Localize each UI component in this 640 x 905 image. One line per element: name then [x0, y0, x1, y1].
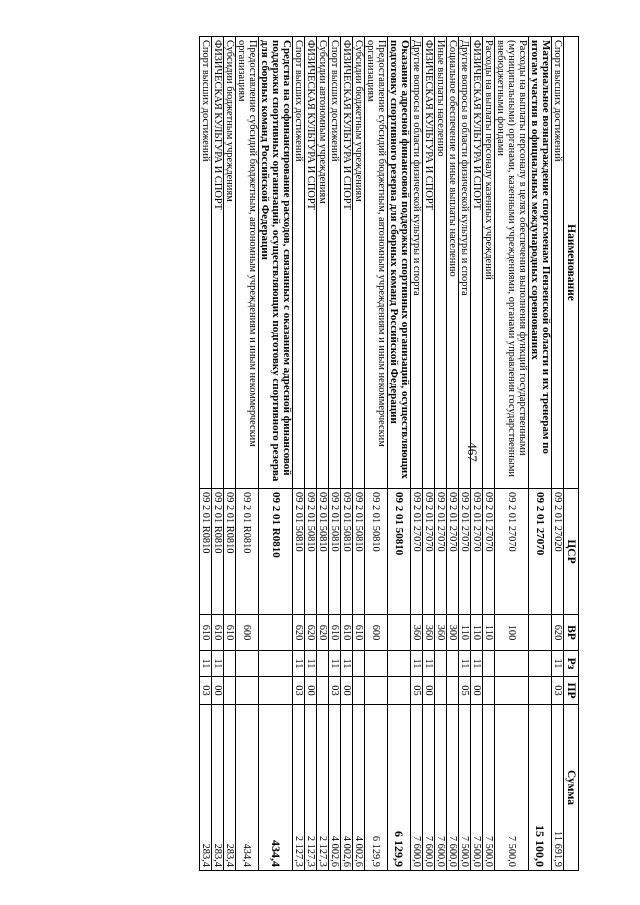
row-rz-cell: 11: [305, 650, 317, 676]
row-rz-cell: 11: [552, 650, 564, 676]
row-sum-cell: 7 500,0: [483, 704, 495, 870]
row-vr-cell: 610: [329, 614, 341, 650]
row-pr-cell: [353, 676, 365, 704]
row-csr-cell: 09 2 01 27070: [483, 488, 495, 614]
row-name-cell: Спорт высших достижений: [200, 36, 212, 488]
row-csr-cell: 09 2 01 50810: [329, 488, 341, 614]
row-name-cell: Средства на софинансирование расходов, связанных с оказанием адресной финансовой поддержки спортивных организаций, осуществляющих подготовку спортивного резерва для сборных команд Российской Федерации: [259, 36, 293, 488]
table-row: [236, 36, 259, 870]
row-name-cell: Расходы на выплаты персоналу казенных учреждений: [483, 36, 495, 488]
row-sum-cell: 2 127,3: [317, 704, 329, 870]
row-sum-cell: 11 691,9: [552, 704, 564, 870]
row-vr-cell: 300: [447, 614, 459, 650]
row-name-cell: Другие вопросы в области физической культуры и спорта: [411, 36, 423, 488]
row-sum-cell: 4 002,6: [353, 704, 365, 870]
row-name-cell: ФИЗИЧЕСКАЯ КУЛЬТУРА И СПОРТ: [212, 36, 224, 488]
row-csr-cell: 09 2 01 27070: [471, 488, 483, 614]
table-row: [447, 36, 459, 870]
header-name: Наименование: [564, 36, 579, 488]
table-row: [435, 36, 447, 870]
table-row: [365, 36, 388, 870]
row-vr-cell: [388, 614, 411, 650]
row-vr-cell: 600: [365, 614, 388, 650]
row-csr-cell: 09 2 01 27070: [495, 488, 529, 614]
row-csr-cell: 09 2 01 50810: [341, 488, 353, 614]
table-row: [317, 36, 329, 870]
row-vr-cell: 620: [317, 614, 329, 650]
row-name-cell: Оказание адресной финансовой поддержки спортивных организаций, осуществляющих подготовку спортивного резерва для сборных команд Российской Федерации: [388, 36, 411, 488]
row-name-cell: Субсидии бюджетным учреждениям: [353, 36, 365, 488]
row-vr-cell: [529, 614, 552, 650]
table-row: [259, 36, 293, 870]
row-pr-cell: [236, 676, 259, 704]
row-vr-cell: 610: [200, 614, 212, 650]
table-row: [471, 36, 483, 870]
row-name-cell: Социальное обеспечение и иные выплаты населению: [447, 36, 459, 488]
row-name-cell: Предоставление субсидий бюджетным, автономным учреждениям и иным некоммерческим организациям: [365, 36, 388, 488]
row-pr-cell: 03: [200, 676, 212, 704]
row-pr-cell: 03: [293, 676, 305, 704]
row-name-cell: Субсидии автономным учреждениям: [317, 36, 329, 488]
row-vr-cell: 610: [353, 614, 365, 650]
row-sum-cell: 7 600,0: [447, 704, 459, 870]
row-pr-cell: 03: [329, 676, 341, 704]
table-row: [495, 36, 529, 870]
row-csr-cell: 09 2 01 27020: [552, 488, 564, 614]
row-sum-cell: 283,4: [224, 704, 236, 870]
budget-table: [199, 36, 579, 871]
table-row: [483, 36, 495, 870]
row-name-cell: ФИЗИЧЕСКАЯ КУЛЬТУРА И СПОРТ: [423, 36, 435, 488]
table-row: [529, 36, 552, 870]
table-row: [423, 36, 435, 870]
row-rz-cell: [353, 650, 365, 676]
row-csr-cell: 09 2 01 27070: [423, 488, 435, 614]
row-rz-cell: 11: [459, 650, 471, 676]
row-sum-cell: 15 100,0: [529, 704, 552, 870]
rotated-page-content: [61, 36, 579, 870]
row-sum-cell: 4 002,6: [341, 704, 353, 870]
table-row: [388, 36, 411, 870]
row-csr-cell: 09 2 01 50810: [365, 488, 388, 614]
header-rz: Рз: [564, 650, 579, 676]
row-pr-cell: 05: [411, 676, 423, 704]
row-sum-cell: 6 129,9: [365, 704, 388, 870]
table-row: [329, 36, 341, 870]
row-name-cell: Иные выплаты населению: [435, 36, 447, 488]
row-pr-cell: [529, 676, 552, 704]
header-pr: ПР: [564, 676, 579, 704]
header-csr: ЦСР: [564, 488, 579, 614]
row-name-cell: Спорт высших достижений: [329, 36, 341, 488]
row-rz-cell: 11: [293, 650, 305, 676]
row-rz-cell: 11: [411, 650, 423, 676]
row-pr-cell: [224, 676, 236, 704]
row-sum-cell: 7 500,0: [471, 704, 483, 870]
row-rz-cell: [435, 650, 447, 676]
row-pr-cell: [495, 676, 529, 704]
table-row: [212, 36, 224, 870]
row-name-cell: ФИЗИЧЕСКАЯ КУЛЬТУРА И СПОРТ: [471, 36, 483, 488]
row-pr-cell: [435, 676, 447, 704]
row-rz-cell: 11: [471, 650, 483, 676]
row-vr-cell: [259, 614, 293, 650]
row-vr-cell: 110: [459, 614, 471, 650]
row-vr-cell: 110: [471, 614, 483, 650]
page-number: 467: [465, 442, 480, 462]
row-vr-cell: 110: [483, 614, 495, 650]
row-name-cell: ФИЗИЧЕСКАЯ КУЛЬТУРА И СПОРТ: [305, 36, 317, 488]
row-csr-cell: 09 2 01 27070: [447, 488, 459, 614]
row-vr-cell: 600: [236, 614, 259, 650]
row-sum-cell: 283,4: [200, 704, 212, 870]
row-csr-cell: 09 2 01 27070: [435, 488, 447, 614]
header-vr: ВР: [564, 614, 579, 650]
table-row: [353, 36, 365, 870]
row-sum-cell: 6 129,9: [388, 704, 411, 870]
row-pr-cell: [388, 676, 411, 704]
row-vr-cell: 360: [423, 614, 435, 650]
table-body: [200, 36, 564, 870]
table-row: [305, 36, 317, 870]
row-vr-cell: 620: [552, 614, 564, 650]
row-rz-cell: 11: [329, 650, 341, 676]
row-name-cell: Спорт высших достижений: [293, 36, 305, 488]
row-pr-cell: [259, 676, 293, 704]
row-pr-cell: 05: [459, 676, 471, 704]
row-csr-cell: 09 2 01 R0810: [259, 488, 293, 614]
row-csr-cell: 09 2 01 R0810: [236, 488, 259, 614]
row-name-cell: Другие вопросы в области физической культуры и спорта: [459, 36, 471, 488]
table-row: [200, 36, 212, 870]
row-rz-cell: [495, 650, 529, 676]
row-name-cell: Предоставление субсидий бюджетным, автономным учреждениям и иным некоммерческим организациям: [236, 36, 259, 488]
row-pr-cell: 00: [212, 676, 224, 704]
row-csr-cell: 09 2 01 50810: [305, 488, 317, 614]
row-rz-cell: [365, 650, 388, 676]
row-vr-cell: 360: [435, 614, 447, 650]
row-pr-cell: 00: [471, 676, 483, 704]
table-row: [459, 36, 471, 870]
row-csr-cell: 09 2 01 R0810: [200, 488, 212, 614]
row-rz-cell: [447, 650, 459, 676]
row-name-cell: Субсидии бюджетным учреждениям: [224, 36, 236, 488]
row-vr-cell: 620: [293, 614, 305, 650]
header-sum: Сумма: [564, 704, 579, 870]
row-pr-cell: 00: [305, 676, 317, 704]
row-rz-cell: [317, 650, 329, 676]
row-sum-cell: 434,4: [259, 704, 293, 870]
row-pr-cell: [317, 676, 329, 704]
row-vr-cell: 360: [411, 614, 423, 650]
row-name-cell: Спорт высших достижений: [552, 36, 564, 488]
row-sum-cell: 7 600,0: [435, 704, 447, 870]
row-name-cell: Расходы на выплаты персоналу в целях обеспечения выполнения функций государственными (муниципальными) органами, казенными учреждениями, органами управления государственными внебюджетными фондами: [495, 36, 529, 488]
table-row: [341, 36, 353, 870]
row-pr-cell: 03: [552, 676, 564, 704]
row-rz-cell: 11: [200, 650, 212, 676]
row-sum-cell: 7 500,0: [495, 704, 529, 870]
row-csr-cell: 09 2 01 R0810: [224, 488, 236, 614]
row-csr-cell: 09 2 01 50810: [317, 488, 329, 614]
row-sum-cell: 283,4: [212, 704, 224, 870]
row-csr-cell: 09 2 01 R0810: [212, 488, 224, 614]
row-sum-cell: 7 500,0: [459, 704, 471, 870]
row-rz-cell: [259, 650, 293, 676]
row-rz-cell: 11: [423, 650, 435, 676]
row-rz-cell: 11: [341, 650, 353, 676]
table-row: [411, 36, 423, 870]
row-rz-cell: [388, 650, 411, 676]
row-vr-cell: 620: [305, 614, 317, 650]
row-rz-cell: [483, 650, 495, 676]
row-csr-cell: 09 2 01 27070: [411, 488, 423, 614]
row-sum-cell: 2 127,3: [293, 704, 305, 870]
row-vr-cell: 100: [495, 614, 529, 650]
table-row: [293, 36, 305, 870]
row-csr-cell: 09 2 01 27070: [529, 488, 552, 614]
row-sum-cell: 7 600,0: [411, 704, 423, 870]
row-name-cell: ФИЗИЧЕСКАЯ КУЛЬТУРА И СПОРТ: [341, 36, 353, 488]
row-pr-cell: [365, 676, 388, 704]
table-header-row: [564, 36, 579, 870]
row-csr-cell: 09 2 01 50810: [293, 488, 305, 614]
row-sum-cell: 4 002,6: [329, 704, 341, 870]
row-csr-cell: 09 2 01 50810: [353, 488, 365, 614]
row-csr-cell: 09 2 01 50810: [388, 488, 411, 614]
row-rz-cell: [224, 650, 236, 676]
row-sum-cell: 2 127,3: [305, 704, 317, 870]
row-pr-cell: 00: [341, 676, 353, 704]
row-vr-cell: 610: [341, 614, 353, 650]
row-sum-cell: 434,4: [236, 704, 259, 870]
row-rz-cell: 11: [212, 650, 224, 676]
table-row: [224, 36, 236, 870]
row-rz-cell: [236, 650, 259, 676]
row-name-cell: Материальное вознаграждение спортсменам Пензенской области и их тренерам по итогам участия в официальных международных соревнованиях: [529, 36, 552, 488]
row-sum-cell: 7 600,0: [423, 704, 435, 870]
row-pr-cell: 00: [423, 676, 435, 704]
row-pr-cell: [483, 676, 495, 704]
row-vr-cell: 610: [212, 614, 224, 650]
row-rz-cell: [529, 650, 552, 676]
row-csr-cell: 09 2 01 27070: [459, 488, 471, 614]
table-row: [552, 36, 564, 870]
row-vr-cell: 610: [224, 614, 236, 650]
row-pr-cell: [447, 676, 459, 704]
